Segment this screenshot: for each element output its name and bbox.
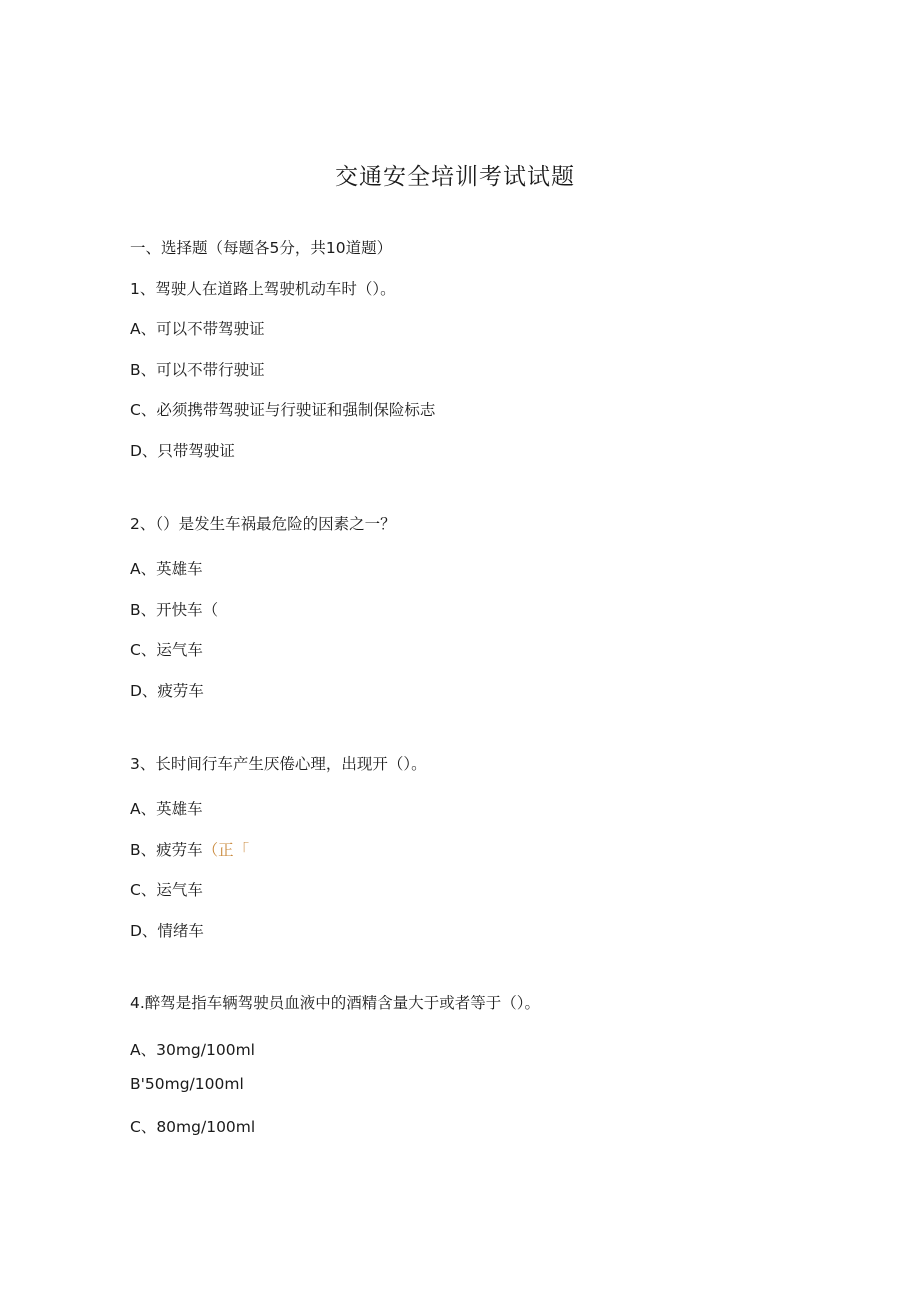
question-4-option-c: C、80mg∕100ml <box>130 1118 256 1136</box>
question-4-option-b: B'50mg∕100ml <box>130 1075 244 1093</box>
question-2-option-a: A、英雄车 <box>130 560 203 578</box>
question-3-option-c: C、运气车 <box>130 881 203 899</box>
question-3-option-d: D、情绪车 <box>130 922 204 940</box>
question-3-option-b-text: B、疲劳车 <box>130 841 203 859</box>
section-heading: 一、选择题（每题各5分，共10道题） <box>130 239 393 257</box>
question-3-stem: 3、长时间行车产生厌倦心理，出现开（）。 <box>130 755 427 773</box>
question-2-stem: 2、（）是发生车祸最危险的因素之一？ <box>130 515 396 533</box>
question-3-option-b <box>130 838 249 860</box>
question-1-option-c: C、必须携带驾驶证与行驶证和强制保险标志 <box>130 401 436 419</box>
question-1-option-d: D、只带驾驶证 <box>130 442 235 460</box>
question-4-stem: 4.醉驾是指车辆驾驶员血液中的酒精含量大于或者等于（）。 <box>130 994 541 1012</box>
answer-mark: （正「 <box>202 841 250 859</box>
question-2-option-d: D、疲劳车 <box>130 682 204 700</box>
question-2-option-b: B、开快车（ <box>130 601 219 619</box>
question-3-option-a: A、英雄车 <box>130 800 203 818</box>
question-1-stem: 1、驾驶人在道路上驾驶机动车时（）。 <box>130 280 396 298</box>
question-1-option-b: B、可以不带行驶证 <box>130 361 265 379</box>
question-1-option-a: A、可以不带驾驶证 <box>130 320 265 338</box>
question-2-option-c: C、运气车 <box>130 641 203 659</box>
document-title: 交通安全培训考试试题 <box>335 164 575 190</box>
question-4-option-a: A、30mg∕100ml <box>130 1041 255 1059</box>
